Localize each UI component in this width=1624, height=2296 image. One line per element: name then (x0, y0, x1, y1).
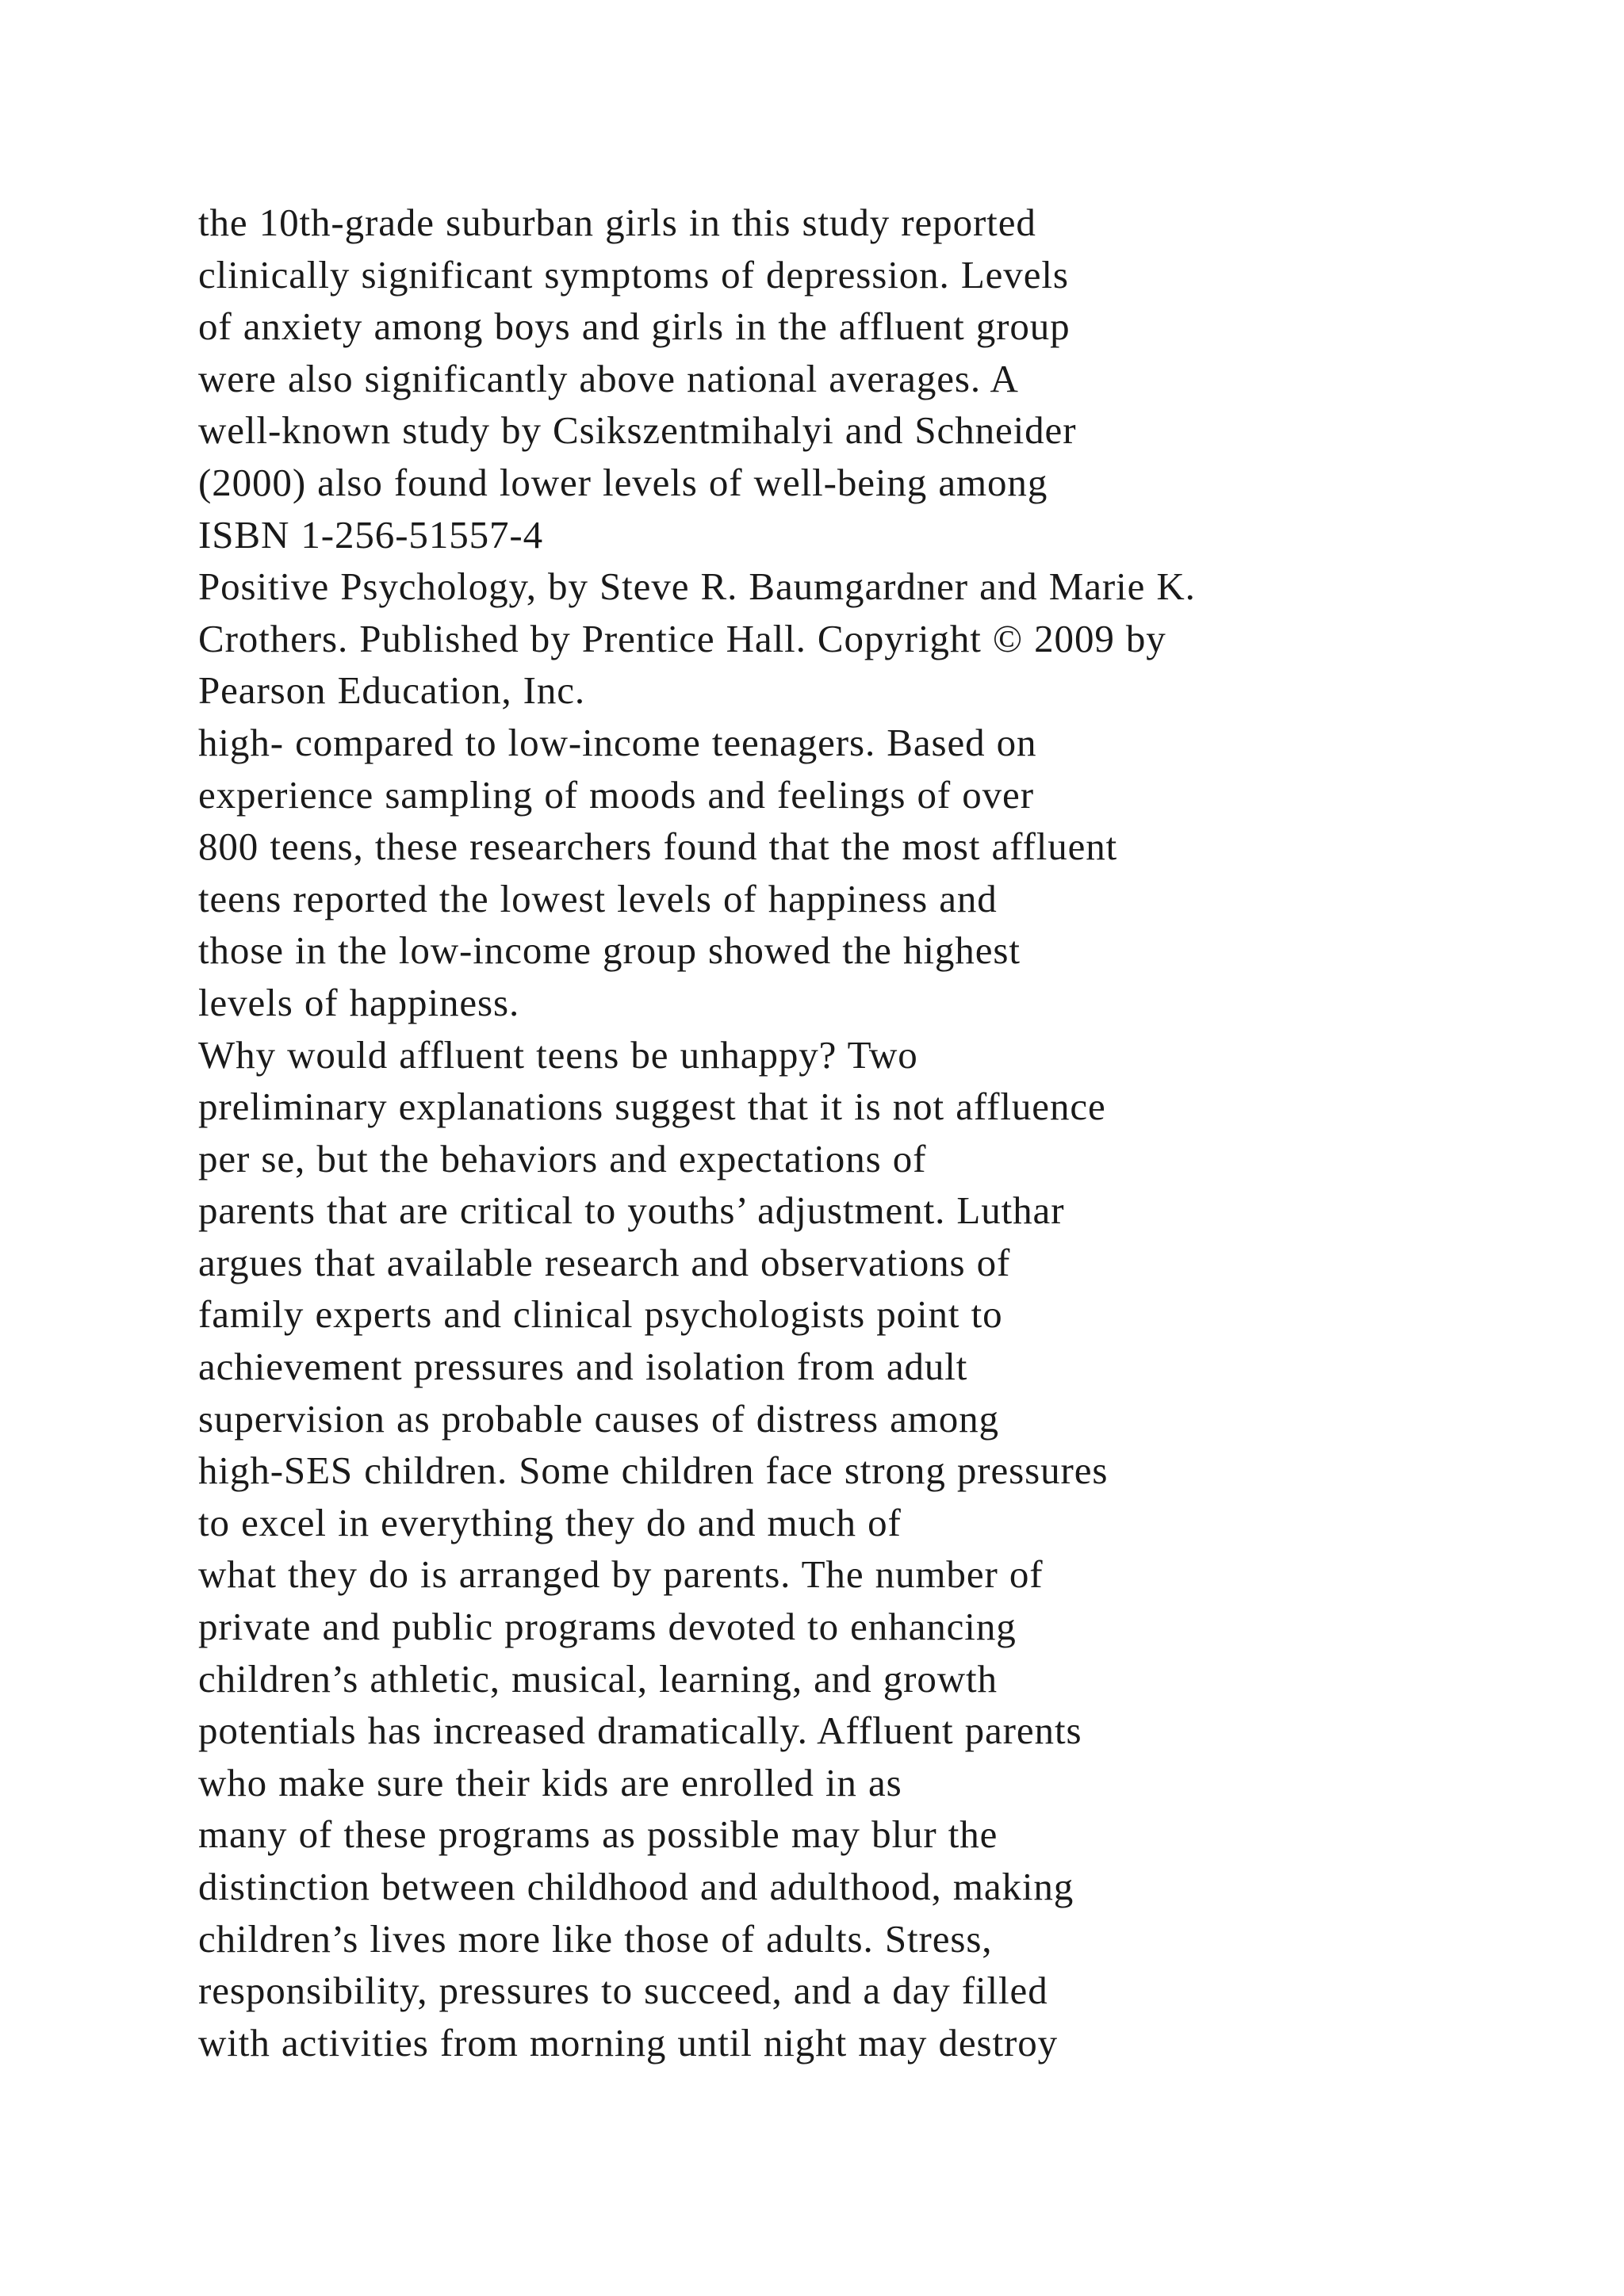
copyright-line: Pearson Education, Inc. (198, 668, 586, 713)
text-line: of anxiety among boys and girls in the affluent group (198, 304, 1071, 349)
text-line: supervision as probable causes of distress among (198, 1396, 999, 1441)
text-line: with activities from morning until night may destroy (198, 2020, 1059, 2064)
text-line: the 10th-grade suburban girls in this study reported (198, 201, 1036, 244)
text-line: well-known study by Csikszentmihalyi and Schneider (198, 408, 1077, 453)
text-line: those in the low-income group showed the highest (198, 928, 1021, 973)
text-line: responsibility, pressures to succeed, and a day filled (198, 1969, 1048, 2013)
text-line: teens reported the lowest levels of happiness and (198, 876, 998, 920)
text-line: distinction between childhood and adulthood, making (198, 1865, 1074, 1908)
body-text (198, 197, 1578, 2068)
copyright-line: Positive Psychology, by Steve R. Baumgardner and Marie K. (198, 564, 1196, 609)
text-line: parents that are critical to youths’ adjustment. Luthar (198, 1188, 1065, 1233)
text-line: preliminary explanations suggest that it is not affluence (198, 1085, 1106, 1129)
text-line: private and public programs devoted to enhancing (198, 1605, 1017, 1649)
text-line: to excel in everything they do and much of (198, 1500, 902, 1544)
copyright-line: Crothers. Published by Prentice Hall. Copyright © 2009 by (198, 616, 1166, 660)
text-line: family experts and clinical psychologists point to (198, 1292, 1003, 1337)
text-line: who make sure their kids are enrolled in as (198, 1760, 902, 1804)
text-line: achievement pressures and isolation from adult (198, 1345, 968, 1389)
text-line: potentials has increased dramatically. Affluent parents (198, 1709, 1082, 1753)
text-line: what they do is arranged by parents. The number of (198, 1552, 1044, 1597)
text-line: children’s lives more like those of adults. Stress, (198, 1916, 993, 1961)
text-line: argues that available research and observations of (198, 1240, 1011, 1284)
text-line: Why would affluent teens be unhappy? Two (198, 1032, 918, 1077)
text-line: per se, but the behaviors and expectations of (198, 1136, 927, 1181)
text-line: high-SES children. Some children face strong pressures (198, 1448, 1109, 1493)
text-line: levels of happiness. (198, 980, 520, 1024)
text-line: (2000) also found lower levels of well-being among (198, 460, 1048, 504)
text-line: children’s athletic, musical, learning, and growth (198, 1656, 998, 1701)
text-line: high- compared to low-income teenagers. Based on (198, 720, 1037, 764)
text-line: 800 teens, these researchers found that the most affluent (198, 825, 1118, 869)
text-line: were also significantly above national averages. A (198, 356, 1019, 400)
text-line: experience sampling of moods and feelings of over (198, 772, 1034, 817)
text-line: many of these programs as possible may blur the (198, 1812, 998, 1857)
text-line: clinically significant symptoms of depression. Levels (198, 252, 1069, 297)
isbn-line: ISBN 1-256-51557-4 (198, 512, 544, 557)
